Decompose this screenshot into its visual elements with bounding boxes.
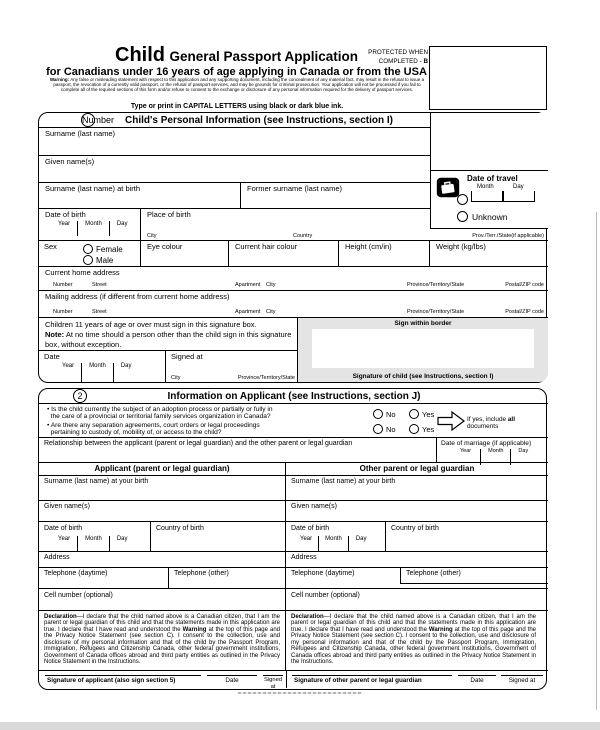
adob-month: Month <box>78 536 110 551</box>
applicant-tel-other-field[interactable] <box>169 568 286 589</box>
relationship-row <box>39 438 548 463</box>
weight-label: Weight (kg/lbs) <box>436 242 486 251</box>
s2-signature-row <box>39 671 548 688</box>
sign-note2: At no time should a person other than the child sign in this signature box, without exception. <box>45 329 292 349</box>
date-of-birth-label: Date of birth <box>45 210 86 219</box>
s2-surname-row <box>39 476 548 501</box>
sex-physical-row <box>39 241 548 267</box>
applicant-date-line[interactable]: Date <box>207 675 257 685</box>
mar-year: Year <box>451 449 481 465</box>
applicant-surname-birth-field[interactable] <box>39 476 286 501</box>
dob-year-label: Year <box>51 221 78 236</box>
home-street-label: Street <box>92 281 107 288</box>
other-declaration <box>286 611 541 671</box>
travel-month-field[interactable] <box>471 191 503 202</box>
other-declaration-warning: Warning <box>428 626 453 633</box>
given-names-field[interactable] <box>39 156 430 183</box>
applicant-country-field[interactable] <box>151 522 286 552</box>
office-use-box[interactable] <box>429 46 547 110</box>
q1-yes-radio[interactable] <box>409 409 419 419</box>
sign-within-border-area <box>298 318 548 382</box>
applicant-address-field[interactable] <box>39 552 286 568</box>
applicant-dob-ymd <box>51 536 134 551</box>
applicant-country-label: Country of birth <box>156 525 204 532</box>
applicant-surname-birth-label: Surname (last name) at your birth <box>44 478 149 485</box>
other-tel-other-label: Telephone (other) <box>406 570 461 577</box>
adob-day: Day <box>116 536 128 542</box>
home-apartment-label: Apartment <box>235 281 261 288</box>
q1-line1: Is the child currently the subject of an adoption process or partially or fully in <box>51 406 273 413</box>
date-signedat-row <box>39 350 298 382</box>
sex-field <box>39 241 141 267</box>
signature-notes <box>39 318 297 349</box>
other-declaration-bold: Declaration <box>291 614 324 620</box>
signature-notes-cell <box>39 318 298 382</box>
home-number-label: Number <box>53 281 73 288</box>
other-tel-daytime-label: Telephone (daytime) <box>291 570 355 577</box>
date-of-birth-field[interactable] <box>39 209 141 241</box>
odob-month: Month <box>319 536 349 551</box>
sex-female-radio[interactable] <box>83 244 93 254</box>
sign-within-border-label: Sign within border <box>394 320 452 327</box>
date-of-travel-label: Date of travel <box>467 174 518 183</box>
form-number-microprint <box>238 692 362 694</box>
signature-row-divider <box>286 671 287 688</box>
mail-prov-label: Province/Territory/State <box>407 308 465 315</box>
child-signature-block <box>39 318 548 382</box>
other-cell-field[interactable] <box>286 589 548 611</box>
applicant-address-label: Address <box>44 554 70 561</box>
odob-day: Day <box>355 536 367 542</box>
sign-note1: Children 11 years of age or over must sign in this signature box. <box>45 320 257 329</box>
q1-no-radio[interactable] <box>373 409 383 419</box>
page-title <box>45 44 428 64</box>
applicant-given-field[interactable] <box>39 501 286 522</box>
scan-bottom-band <box>0 722 600 730</box>
other-country-field[interactable] <box>386 522 548 552</box>
pob-city-label: City <box>147 232 157 239</box>
applicant-cell-field[interactable] <box>39 589 286 611</box>
mail-postal-label: Postal/ZIP code <box>505 308 544 315</box>
mar-day: Day <box>518 448 529 454</box>
mail-apartment-label: Apartment <box>235 308 261 315</box>
question-2: • Are there any separation agreements, court orders or legal proceedings pertaining to custody of, mobility of, or access to the child? <box>47 422 260 437</box>
sex-label: Sex <box>44 242 57 251</box>
home-prov-label: Province/Territory/State <box>407 281 465 288</box>
other-cell-label: Cell number (optional) <box>291 592 360 599</box>
other-given-field[interactable] <box>286 501 548 522</box>
other-given-label: Given name(s) <box>291 503 337 510</box>
other-tel-daytime-field[interactable] <box>286 568 401 584</box>
s2-dob-row <box>39 522 548 552</box>
if-yes-arrow-icon <box>437 411 465 436</box>
section1-header <box>39 113 430 128</box>
csd-day: Day <box>120 363 132 369</box>
section2-title: Information on Applicant (see Instructions, section J) <box>167 391 421 402</box>
other-declaration-post: at the top of this page and the Privacy Notice Statement (see section C). I consent to the collection, use and disclosure of my personal information and that of the child by the Passport Program, Immigration, Refugees and Citizenship Canada, other federal government institutions, Government of Canada offices abroad and third party entities as outlined in the Privacy Notice Statement in the Instructions. <box>291 626 536 666</box>
section2-number-badge: 2 <box>73 389 87 403</box>
protected-b: B <box>423 58 428 66</box>
q2-no-label: No <box>386 425 396 434</box>
s2-address-row <box>39 552 548 568</box>
sex-male-label: Male <box>96 256 114 265</box>
if-yes-post: documents <box>467 423 499 431</box>
dob-month-label: Month <box>78 221 110 236</box>
other-declaration-pre: —I declare that the child named above is a Canadian citizen, that I am the parent or legal guardian of this child and that the statements made in this application are true. I declare that I have read and understood the <box>291 614 536 633</box>
child-sign-date-label: Date <box>44 352 60 361</box>
if-yes-note <box>467 416 545 430</box>
applicant-column-header: Applicant (parent or legal guardian) <box>39 463 286 476</box>
applicant-cell-label: Cell number (optional) <box>44 592 113 599</box>
applicant-declaration-warning: Warning <box>182 626 207 633</box>
mailing-address-field[interactable] <box>39 291 548 318</box>
questions-row <box>39 404 548 438</box>
if-yes-all: all <box>507 416 515 423</box>
adob-year: Year <box>51 536 78 551</box>
warning-text: Any false or misleading statement with respect to this application and any supporting document, including the concealment of any material fact, may result in the refusal to issue a passport, the revocation of a currently valid passport, or the refusal of passport services, and may be grounds for criminal prosecution. Your application will not be processed if you fail to complete all of the required sections of this form and/or refuse to consent to the exchange or disclosure of any personal information required for the delivery of passport services. <box>53 77 425 92</box>
protected-line1: PROTECTED WHEN <box>368 49 428 56</box>
other-country-label: Country of birth <box>391 525 439 532</box>
applicant-declaration-pre: —I declare that the child named above is a Canadian citizen, that I am the parent or legal guardian of this child and that the statements made in this application are true. I declare that I have read and understood the <box>44 614 280 633</box>
other-surname-birth-field[interactable] <box>286 476 548 501</box>
section2-information-on-applicant <box>38 388 547 690</box>
csa-city-label: City <box>171 374 181 381</box>
other-dob-field[interactable] <box>286 522 386 552</box>
surname-label: Surname (last name) <box>45 129 116 138</box>
applicant-declaration-bold: Declaration <box>44 614 77 620</box>
q2-yes-radio[interactable] <box>409 424 419 434</box>
warning-label: Warning: <box>49 77 70 82</box>
sign-note2-bold: Note: <box>45 329 65 339</box>
other-dob-ymd <box>294 536 373 551</box>
section1-title: Child's Personal Information (see Instructions, section I) <box>125 115 393 126</box>
date-of-marriage-label: Date of marriage (if applicable) <box>441 440 532 447</box>
odob-year: Year <box>294 536 319 551</box>
place-of-birth-label: Place of birth <box>147 210 191 219</box>
title-child: Child <box>115 44 165 66</box>
csa-prov-label: Province/Territory/State <box>237 374 295 381</box>
child-signed-at-field[interactable] <box>166 351 298 383</box>
relationship-label: Relationship between the applicant (parent or legal guardian) and the other parent or legal guardian <box>44 440 353 447</box>
question-1: • Is the child currently the subject of an adoption process or partially or fully in the care of a provincial or territorial family services organization in Canada? <box>47 406 273 421</box>
former-surname-field[interactable] <box>241 183 430 209</box>
hair-colour-field[interactable] <box>229 241 339 267</box>
other-tel-other-field[interactable] <box>401 568 548 584</box>
child-signature-box[interactable] <box>312 329 534 368</box>
applicant-signedat-line[interactable]: Signed at <box>263 677 283 690</box>
section1-child-personal-information <box>38 112 547 383</box>
applicant-dob-label: Date of birth <box>44 525 83 532</box>
q2-no-radio[interactable] <box>373 424 383 434</box>
other-address-field[interactable] <box>286 552 548 568</box>
applicant-tel-daytime-label: Telephone (daytime) <box>44 570 108 577</box>
other-dob-label: Date of birth <box>291 525 330 532</box>
eye-colour-label: Eye colour <box>147 242 183 251</box>
csd-month: Month <box>82 363 114 383</box>
csd-year: Year <box>55 363 82 383</box>
q2-yes-label: Yes <box>422 425 435 434</box>
applicant-declaration-post: at the top of this page and the Privacy Notice Statement (see section C). I consent to the collection, use and disclosure of my personal information and that of the child by the Passport Program, Immigration, Refugees and Citizenship Canada, other federal government institutions, Government of Canada offices abroad and third party entities as outlined in the Privacy Notice Statement in the Instructions. <box>44 626 281 666</box>
date-of-marriage-field[interactable] <box>437 438 548 463</box>
column-headers-row <box>39 463 548 476</box>
child-sign-date-field[interactable] <box>39 351 166 383</box>
photo-box[interactable] <box>430 113 548 171</box>
signature-of-child-label: Signature of child (see Instructions, section I) <box>352 373 494 380</box>
s2-given-row <box>39 501 548 522</box>
travel-unknown-radio[interactable] <box>457 211 468 222</box>
applicant-given-label: Given name(s) <box>44 503 90 510</box>
mar-month: Month <box>481 449 511 465</box>
eye-colour-field[interactable] <box>141 241 229 267</box>
q1-no-label: No <box>386 410 396 419</box>
height-label: Height (cm/in) <box>345 242 392 251</box>
height-field[interactable] <box>339 241 430 267</box>
weight-field[interactable] <box>430 241 548 267</box>
other-surname-birth-label: Surname (last name) at your birth <box>291 478 396 485</box>
other-date-line[interactable]: Date <box>458 675 496 685</box>
pob-country-label: Country <box>293 232 313 239</box>
home-city-label: City <box>266 281 276 288</box>
mail-street-label: Street <box>92 308 107 315</box>
applicant-signature-line[interactable]: Signature of applicant (also sign section 5) <box>45 675 201 685</box>
section1-number-badge: Number <box>82 115 115 125</box>
other-signature-line[interactable]: Signature of other parent or legal guardian <box>292 675 452 685</box>
child-sign-date-ymd <box>55 363 138 383</box>
sex-male-radio[interactable] <box>83 255 93 265</box>
dob-ymd <box>51 221 134 236</box>
page-edge-line <box>596 212 597 710</box>
mail-city-label: City <box>266 308 276 315</box>
page-subtitle: for Canadians under 16 years of age applying in Canada or from the USA <box>46 66 427 78</box>
s2-cell-row <box>39 589 548 611</box>
protected-line2: COMPLETED - <box>378 58 424 66</box>
s2-telephone-row <box>39 568 548 589</box>
applicant-declaration <box>39 611 286 671</box>
surname-birth-row <box>39 183 430 209</box>
travel-month-label: Month <box>477 184 494 190</box>
q1-yes-label: Yes <box>422 410 435 419</box>
q2-line1: Are there any separation agreements, court orders or legal proceedings <box>50 422 260 429</box>
home-address-field[interactable] <box>39 267 548 291</box>
other-parent-column-header: Other parent or legal guardian <box>359 464 475 473</box>
q1-line2: the care of a provincial or territorial family services organization in Canada? <box>50 413 271 421</box>
type-print-instruction: Type or print in CAPITAL LETTERS using black or dark blue ink. <box>130 103 344 110</box>
other-signedat-line[interactable]: Signed at <box>501 675 543 685</box>
sex-female-label: Female <box>96 245 123 254</box>
mail-number-label: Number <box>53 308 73 315</box>
mailing-address-label: Mailing address (if different from current home address) <box>45 292 230 301</box>
applicant-tel-other-label: Telephone (other) <box>174 570 229 577</box>
former-surname-label: Former surname (last name) <box>247 184 343 193</box>
if-yes-pre: If yes, include <box>467 416 508 423</box>
relationship-field[interactable] <box>39 438 437 463</box>
home-address-label: Current home address <box>45 268 120 277</box>
hair-colour-label: Current hair colour <box>235 242 298 251</box>
surname-at-birth-field[interactable] <box>39 183 241 209</box>
warning-paragraph <box>48 78 426 92</box>
surname-field[interactable] <box>39 128 430 156</box>
surname-at-birth-label: Surname (last name) at birth <box>45 184 141 193</box>
date-of-travel-box <box>430 171 548 229</box>
applicant-tel-daytime-field[interactable] <box>39 568 169 589</box>
travel-date-radio[interactable] <box>457 194 468 205</box>
travel-day-field[interactable] <box>503 191 535 202</box>
dob-day-label: Day <box>116 221 128 227</box>
child-signed-at-label: Signed at <box>171 352 203 361</box>
s2-declaration-row <box>39 611 548 671</box>
applicant-dob-field[interactable] <box>39 522 151 552</box>
pob-prov-label: Prov./Terr./State(if applicable) <box>472 232 544 239</box>
given-names-label: Given name(s) <box>45 157 95 166</box>
travel-day-label: Day <box>513 184 524 190</box>
q2-line2: pertaining to custody of, mobility of, or access to the child? <box>50 429 222 437</box>
other-address-label: Address <box>291 554 317 561</box>
section2-header <box>39 389 548 404</box>
home-postal-label: Postal/ZIP code <box>505 281 544 288</box>
travel-unknown-label: Unknown <box>472 212 508 222</box>
title-rest: General Passport Application <box>169 49 358 64</box>
